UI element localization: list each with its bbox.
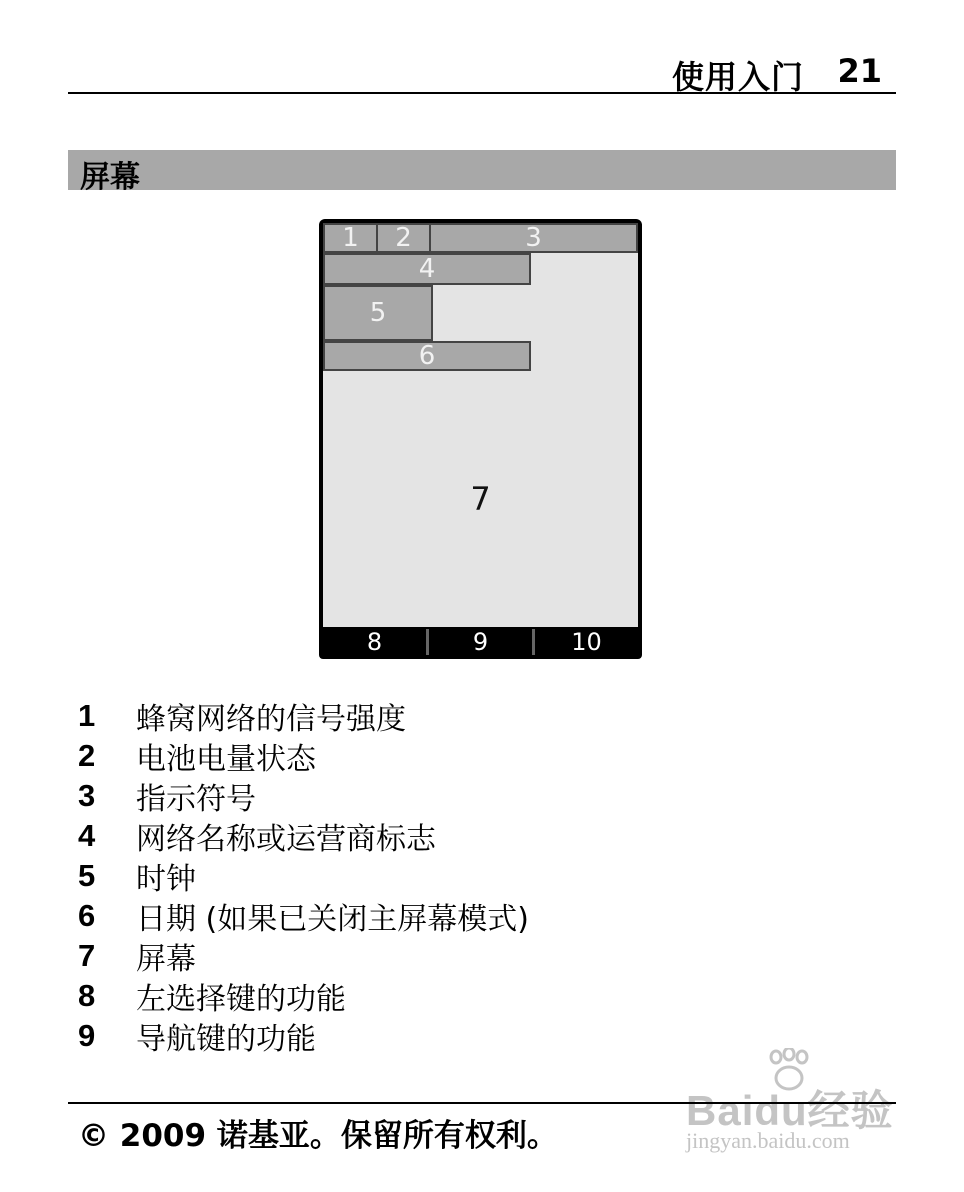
softkey-bar — [323, 629, 638, 655]
zone-signal-strength: 1 — [323, 223, 378, 253]
page-number: 21 — [837, 52, 882, 90]
legend-number: 6 — [78, 898, 96, 933]
legend-list — [78, 696, 529, 1056]
legend-text: 屏幕 — [136, 942, 196, 977]
legend-number: 9 — [78, 1018, 96, 1053]
softkey-left: 8 — [366, 628, 383, 656]
softkey-right: 10 — [532, 629, 638, 655]
legend-text: 指示符号 — [136, 782, 256, 817]
legend-number: 1 — [78, 698, 96, 733]
legend-item — [78, 976, 529, 1016]
legend-number: 4 — [78, 818, 96, 853]
legend-text: 时钟 — [136, 862, 196, 897]
legend-text: 左选择键的功能 — [136, 982, 346, 1017]
zone-date: 6 — [323, 341, 531, 371]
chapter-title: 使用入门 — [671, 58, 804, 96]
zone-main-display: 7 — [470, 480, 491, 518]
legend-item — [78, 736, 529, 776]
section-title: 屏幕 — [80, 160, 140, 195]
legend-text: 导航键的功能 — [136, 1022, 316, 1057]
legend-number: 3 — [78, 778, 96, 813]
display-area — [323, 223, 638, 627]
zone-network-name: 4 — [323, 253, 531, 285]
copyright-text: © 2009 诺基亚。保留所有权利。 — [78, 1118, 558, 1154]
legend-text: 电池电量状态 — [136, 742, 316, 777]
legend-text: 日期 (如果已关闭主屏幕模式) — [136, 902, 529, 937]
legend-number: 2 — [78, 738, 96, 773]
legend-number: 8 — [78, 978, 96, 1013]
zone-clock: 5 — [323, 285, 433, 341]
legend-number: 7 — [78, 938, 96, 973]
legend-item — [78, 936, 529, 976]
zone-indicators: 3 — [429, 223, 638, 253]
page-header — [68, 50, 896, 94]
legend-item — [78, 896, 529, 936]
phone-screen-diagram — [319, 219, 642, 659]
zone-battery: 2 — [376, 223, 431, 253]
legend-number: 5 — [78, 858, 96, 893]
section-heading-bar — [68, 150, 896, 195]
legend-text: 网络名称或运营商标志 — [136, 822, 436, 857]
legend-item — [78, 816, 529, 856]
softkey-navigation: 9 — [426, 629, 532, 655]
legend-item — [78, 776, 529, 816]
watermark-url: jingyan.baidu.com — [686, 1128, 850, 1153]
footer-divider — [68, 1102, 896, 1104]
legend-text: 蜂窝网络的信号强度 — [136, 702, 406, 737]
legend-item — [78, 1016, 529, 1056]
watermark-brand: Baidu经验 — [686, 1087, 894, 1134]
legend-item — [78, 856, 529, 896]
legend-item — [78, 696, 529, 736]
